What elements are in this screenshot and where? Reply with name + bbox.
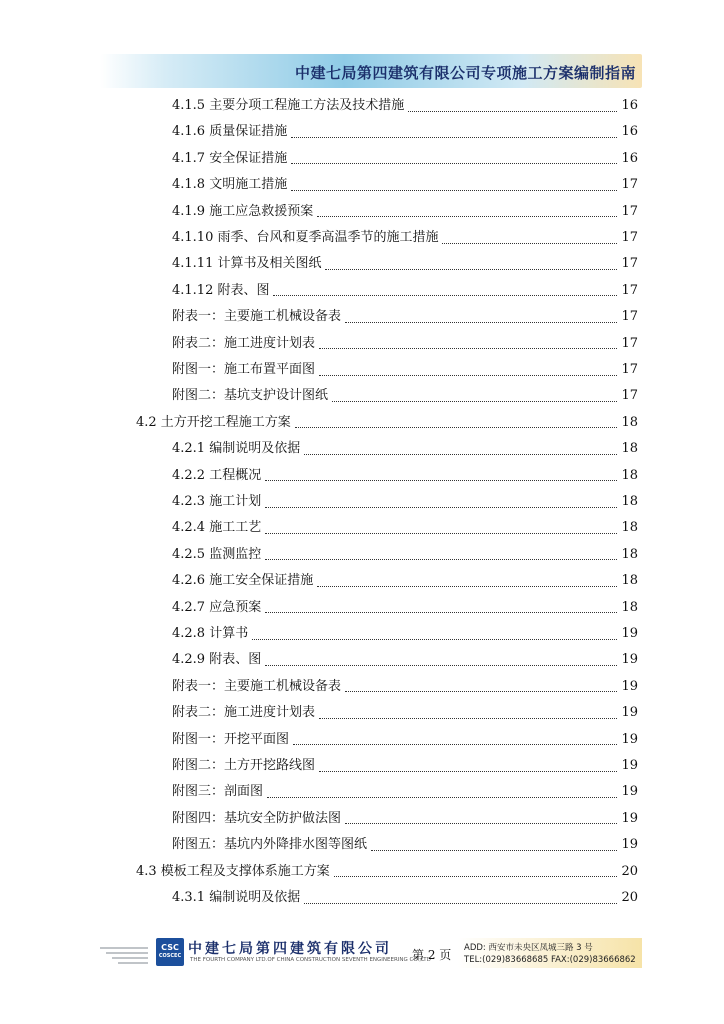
toc-leader-dots xyxy=(265,466,617,481)
toc-entry-page: 19 xyxy=(621,758,638,773)
toc-entry[interactable] xyxy=(172,809,638,829)
toc-entry-label: 附图二：土方开挖路线图 xyxy=(172,758,316,773)
toc-entry-page: 18 xyxy=(621,546,638,562)
toc-entry-label: 4.1.12 附表、图 xyxy=(172,282,270,298)
toc-entry-label: 附表二：施工进度计划表 xyxy=(172,705,316,721)
toc-entry-page: 19 xyxy=(621,731,638,747)
toc-entry-label: 4.1.5 主要分项工程施工方法及技术措施 xyxy=(172,98,405,113)
toc-entry-page: 18 xyxy=(621,599,638,615)
toc-entry[interactable] xyxy=(172,175,638,195)
toc-entry-page: 17 xyxy=(621,362,638,377)
toc-leader-dots xyxy=(319,704,617,719)
toc-entry[interactable] xyxy=(172,598,638,618)
toc-entry[interactable] xyxy=(172,492,638,512)
footer-company-name: 中建七局第四建筑有限公司 xyxy=(188,941,392,957)
toc-entry-label: 附图三：剖面图 xyxy=(172,784,264,800)
toc-entry-page: 18 xyxy=(621,467,638,483)
toc-entry-page: 18 xyxy=(621,573,638,589)
toc-entry[interactable] xyxy=(172,782,638,802)
toc-leader-dots xyxy=(293,730,617,745)
toc-entry[interactable] xyxy=(172,386,638,406)
toc-leader-dots xyxy=(273,281,617,296)
toc-entry[interactable] xyxy=(172,835,638,855)
toc-entry[interactable] xyxy=(172,439,638,459)
toc-entry-page: 19 xyxy=(621,810,638,826)
toc-entry-label: 附表一：主要施工机械设备表 xyxy=(172,309,342,325)
toc-entry[interactable] xyxy=(136,413,638,433)
toc-entry-label: 附表一：主要施工机械设备表 xyxy=(172,678,342,694)
toc-entry-label: 附图五：基坑内外降排水图等图纸 xyxy=(172,837,368,853)
toc-entry-label: 附图一：施工布置平面图 xyxy=(172,362,316,377)
toc-leader-dots xyxy=(408,97,617,112)
toc-leader-dots xyxy=(319,334,617,349)
toc-entry[interactable] xyxy=(136,862,638,882)
toc-entry-page: 17 xyxy=(621,282,638,298)
toc-entry[interactable] xyxy=(172,650,638,670)
toc-entry-label: 4.1.10 雨季、台风和夏季高温季节的施工措施 xyxy=(172,230,439,245)
toc-entry-page: 19 xyxy=(621,705,638,721)
toc-entry-label: 4.2 土方开挖工程施工方案 xyxy=(136,414,291,430)
toc-entry-page: 17 xyxy=(621,388,638,404)
footer-company-name-en: THE FOURTH COMPANY LTD.OF CHINA CONSTRUCTION SEVENTH ENGINEERING CO.,LTD xyxy=(190,957,431,963)
header-title: 中建七局第四建筑有限公司专项施工方案编制指南 xyxy=(294,64,636,82)
toc-entry-label: 4.2.8 计算书 xyxy=(172,626,249,641)
toc-entry[interactable] xyxy=(172,149,638,169)
toc-entry-page: 17 xyxy=(621,203,638,219)
toc-entry-page: 19 xyxy=(621,652,638,668)
toc-entry-label: 4.2.6 施工安全保证措施 xyxy=(172,573,314,589)
toc-leader-dots xyxy=(332,387,617,402)
toc-leader-dots xyxy=(371,836,617,851)
toc-entry-label: 附图四：基坑安全防护做法图 xyxy=(172,810,342,826)
toc-entry[interactable] xyxy=(172,466,638,486)
toc-entry-page: 16 xyxy=(621,124,638,140)
toc-leader-dots xyxy=(265,651,617,666)
toc-entry-page: 17 xyxy=(621,256,638,272)
toc-leader-dots xyxy=(295,413,618,428)
page-number: 第 2 页 xyxy=(412,948,452,962)
toc-entry-label: 4.2.5 监测监控 xyxy=(172,546,262,562)
toc-entry-page: 19 xyxy=(621,784,638,800)
toc-entry-label: 4.2.7 应急预案 xyxy=(172,599,262,615)
toc-entry-label: 4.1.6 质量保证措施 xyxy=(172,124,288,140)
toc-entry-label: 4.3 模板工程及支撑体系施工方案 xyxy=(136,863,330,879)
toc-entry-label: 附图一：开挖平面图 xyxy=(172,731,290,747)
toc-entry-page: 20 xyxy=(621,890,638,905)
toc-entry[interactable] xyxy=(172,307,638,327)
toc-entry-label: 附图二：基坑支护设计图纸 xyxy=(172,388,329,404)
toc-leader-dots xyxy=(291,149,617,164)
toc-entry[interactable] xyxy=(172,571,638,591)
toc-entry-page: 18 xyxy=(621,414,638,430)
toc-leader-dots xyxy=(334,862,618,877)
toc-entry[interactable] xyxy=(172,96,638,116)
toc-leader-dots xyxy=(265,493,617,508)
toc-leader-dots xyxy=(265,598,617,613)
company-logo xyxy=(156,938,184,966)
toc-entry-label: 附表二：施工进度计划表 xyxy=(172,335,316,351)
toc-leader-dots xyxy=(265,545,617,560)
toc-entry-label: 4.2.4 施工工艺 xyxy=(172,520,262,536)
toc-entry[interactable] xyxy=(172,545,638,565)
toc-leader-dots xyxy=(267,783,617,798)
footer-stripes-icon xyxy=(98,944,150,968)
toc-entry-label: 4.2.9 附表、图 xyxy=(172,652,262,668)
toc-leader-dots xyxy=(325,255,617,270)
toc-entry[interactable] xyxy=(172,730,638,750)
toc-entry-label: 4.3.1 编制说明及依据 xyxy=(172,890,301,905)
toc-leader-dots xyxy=(345,308,617,323)
toc-entry[interactable] xyxy=(172,624,638,644)
toc-leader-dots xyxy=(252,625,617,640)
logo-line2: COSCEC xyxy=(158,953,182,959)
toc-leader-dots xyxy=(319,757,617,772)
toc-entry-label: 4.1.7 安全保证措施 xyxy=(172,150,288,166)
toc-entry[interactable] xyxy=(172,677,638,697)
toc-entry[interactable] xyxy=(172,360,638,380)
toc-leader-dots xyxy=(345,809,617,824)
toc-leader-dots xyxy=(317,202,617,217)
toc-leader-dots xyxy=(304,440,617,455)
toc-entry-label: 4.1.9 施工应急救援预案 xyxy=(172,203,314,219)
toc-entry-page: 16 xyxy=(621,150,638,166)
toc-leader-dots xyxy=(291,176,617,191)
toc-entry-label: 4.2.2 工程概况 xyxy=(172,467,262,483)
toc-entry[interactable] xyxy=(172,254,638,274)
toc-entry-page: 19 xyxy=(621,626,638,641)
toc-entry[interactable] xyxy=(172,122,638,142)
toc-entry[interactable] xyxy=(172,703,638,723)
toc-entry[interactable] xyxy=(172,228,638,248)
toc-leader-dots xyxy=(345,677,617,692)
toc-entry-page: 18 xyxy=(621,494,638,509)
toc-entry[interactable] xyxy=(172,888,638,908)
toc-entry-page: 17 xyxy=(621,335,638,351)
toc-entry[interactable] xyxy=(172,281,638,301)
toc-entry[interactable] xyxy=(172,202,638,222)
toc-entry-label: 4.1.8 文明施工措施 xyxy=(172,177,288,193)
toc-leader-dots xyxy=(319,361,617,376)
footer-contact xyxy=(458,938,642,968)
toc-entry-label: 4.1.11 计算书及相关图纸 xyxy=(172,256,322,272)
toc-entry-page: 18 xyxy=(621,520,638,536)
toc-entry-page: 16 xyxy=(621,98,638,113)
toc-entry-page: 17 xyxy=(621,309,638,325)
toc-entry-page: 19 xyxy=(621,837,638,853)
toc-leader-dots xyxy=(265,519,617,534)
toc-entry-page: 19 xyxy=(621,678,638,694)
toc-entry[interactable] xyxy=(172,756,638,776)
logo-line1: CSC xyxy=(161,943,179,952)
toc-leader-dots xyxy=(291,123,617,138)
toc-entry-page: 18 xyxy=(621,441,638,457)
toc-entry[interactable] xyxy=(172,518,638,538)
toc-entry-page: 17 xyxy=(621,177,638,193)
footer-phone: TEL:(029)83668685 FAX:(029)83666862 xyxy=(464,955,636,965)
toc-leader-dots xyxy=(442,229,617,244)
toc-entry-label: 4.2.1 编制说明及依据 xyxy=(172,441,301,457)
toc-leader-dots xyxy=(317,572,617,587)
toc-entry-page: 20 xyxy=(621,863,638,879)
toc-entry[interactable] xyxy=(172,334,638,354)
toc-entry-page: 17 xyxy=(621,230,638,245)
toc-leader-dots xyxy=(304,889,617,904)
toc-entry-label: 4.2.3 施工计划 xyxy=(172,494,262,509)
footer-address: ADD: 西安市未央区凤城三路 3 号 xyxy=(464,943,593,953)
